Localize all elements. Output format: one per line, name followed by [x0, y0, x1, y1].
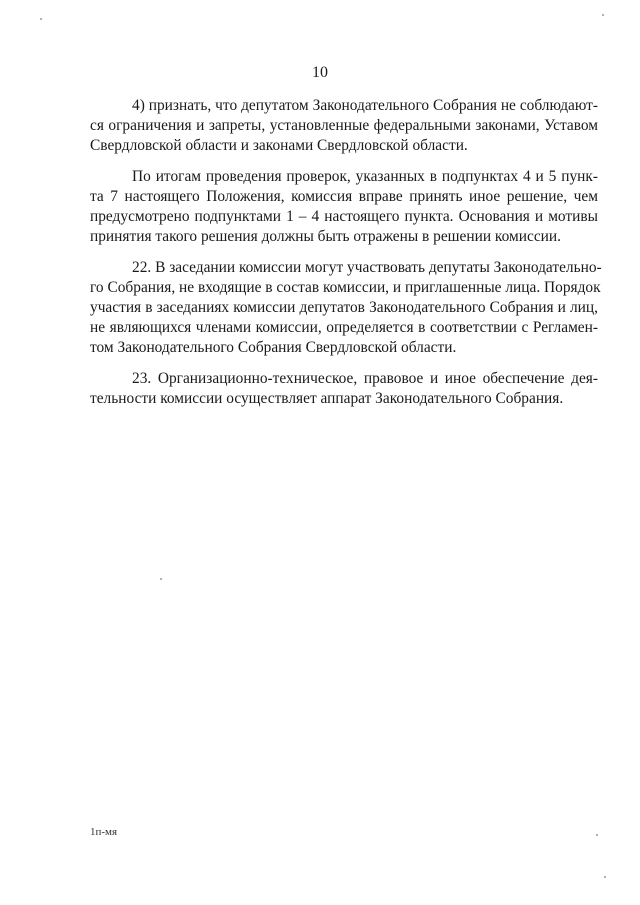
text-line: предусмотрено подпунктами 1 – 4 настоящего пункта. Основания и мотивы [90, 208, 598, 225]
text-line: не являющихся членами комиссии, определяется в соответствии с Регламен- [90, 319, 598, 336]
scan-speck [596, 834, 598, 836]
paragraph-inspection-results [90, 167, 598, 247]
text-line: го Собрания, не входящие в состав комиссии, и приглашенные лица. Порядок [90, 279, 601, 296]
scan-speck [604, 876, 606, 878]
paragraph-item-4-conclusion [90, 96, 598, 156]
text-line: По итогам проведения проверок, указанных в подпунктах 4 и 5 пунк- [132, 168, 598, 185]
text-line: 23. Организационно-техническое, правовое и иное обеспечение дея- [132, 370, 598, 387]
text-line: 22. В заседании комиссии могут участвовать депутаты Законодательно- [132, 259, 602, 276]
text-line: ся ограничения и запреты, установленные федеральными законами, Уставом [90, 117, 598, 134]
document-body [90, 96, 602, 409]
text-line: тельности комиссии осуществляет аппарат Законодательного Собрания. [90, 390, 564, 407]
paragraph-item-23 [90, 369, 598, 409]
text-line: 4) признать, что депутатом Законодательного Собрания не соблюдают- [132, 97, 598, 114]
text-line: та 7 настоящего Положения, комиссия вправе принять иное решение, чем [90, 188, 598, 205]
document-code: 1п-мя [90, 826, 118, 838]
text-line: том Законодательного Собрания Свердловской области. [90, 339, 457, 356]
page-number: 10 [312, 64, 328, 81]
text-line: Свердловской области и законами Свердловской области. [90, 137, 468, 154]
paragraph-item-22 [90, 258, 602, 358]
scan-speck [160, 578, 162, 580]
text-line: участия в заседаниях комиссии депутатов Законодательного Собрания и лиц, [90, 299, 598, 316]
scan-speck [602, 14, 604, 16]
text-line: принятия такого решения должны быть отражены в решении комиссии. [90, 228, 561, 245]
scan-speck [40, 18, 42, 20]
